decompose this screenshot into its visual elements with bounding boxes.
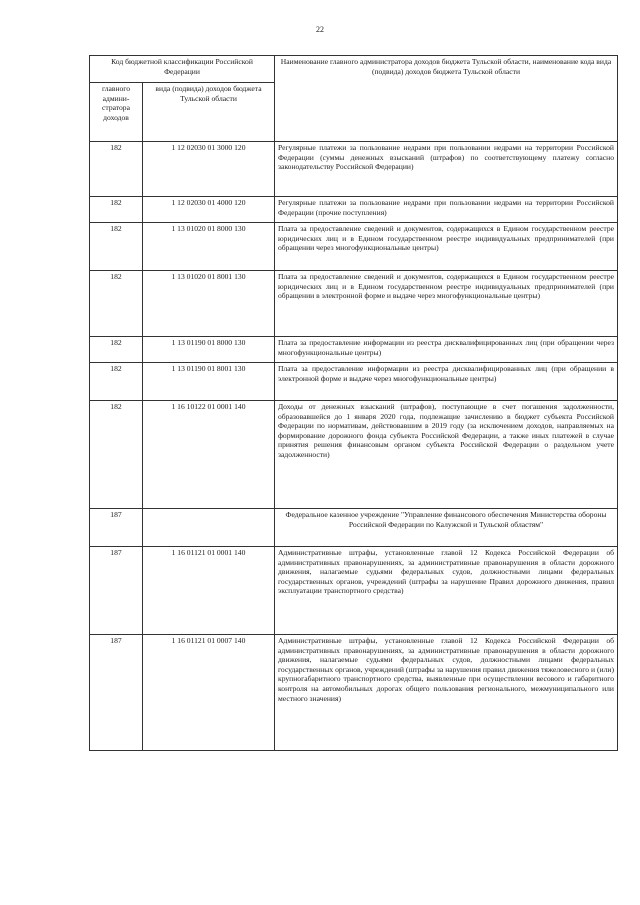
revenue-code-cell: 1 16 10122 01 0001 140 (143, 401, 275, 509)
table-row (90, 223, 618, 271)
header-row-group (90, 56, 618, 83)
revenue-name-cell: Регулярные платежи за пользование недрами при пользовании недрами на территории Российской Федерации (суммы денежных взысканий (штрафов) по соответствующему платежу согласно законодательству Российской Федерации) (275, 142, 618, 197)
revenue-name-cell: Регулярные платежи за пользование недрами при пользовании недрами на территории Российской Федерации (прочие поступления) (275, 197, 618, 223)
admin-code-cell: 187 (90, 547, 143, 635)
admin-code-cell: 182 (90, 401, 143, 509)
administrator-name-cell: Федеральное казенное учреждение "Управление финансового обеспечения Министерства обороны Российской Федерации по Калужской и Тульской областям" (275, 509, 618, 547)
table-row (90, 271, 618, 337)
admin-code-cell: 187 (90, 635, 143, 751)
admin-code-cell: 182 (90, 223, 143, 271)
admin-code-cell: 182 (90, 363, 143, 401)
page-number: 22 (316, 25, 324, 34)
revenue-code-cell: 1 13 01190 01 8000 130 (143, 337, 275, 363)
admin-code-cell: 187 (90, 509, 143, 547)
table-row (90, 401, 618, 509)
admin-code-cell: 182 (90, 271, 143, 337)
header-name-column: Наименование главного администратора доходов бюджета Тульской области, наименование кода вида (подвида) доходов бюджета Тульской области (275, 56, 618, 142)
admin-code-cell: 182 (90, 142, 143, 197)
revenue-code-cell: 1 12 02030 01 3000 120 (143, 142, 275, 197)
table-row (90, 363, 618, 401)
revenue-code-cell: 1 13 01190 01 8001 130 (143, 363, 275, 401)
header-type-column: вида (подвида) доходов бюджета Тульской области (143, 83, 275, 142)
revenue-name-cell: Доходы от денежных взысканий (штрафов), поступающие в счет погашения задолженности, образовавшейся до 1 января 2020 года, подлежащие зачислению в бюджет субъекта Российской Федерации по нормативам, действовавшим в 2019 году (за исключением доходов, направляемых на формирование дорожного фонда субъекта Российской Федерации, а также иных платежей в случае принятия решения финансовым органом субъекта Российской Федерации о раздельном учете задолженности) (275, 401, 618, 509)
table-row (90, 197, 618, 223)
table-row (90, 337, 618, 363)
revenue-name-cell: Плата за предоставление сведений и документов, содержащихся в Едином государственном реестре юридических лиц и в Едином государственном реестре индивидуальных предпринимателей (при обращении через многофункциональные центры) (275, 223, 618, 271)
table-row (90, 635, 618, 751)
revenue-code-cell: 1 13 01020 01 8001 130 (143, 271, 275, 337)
revenue-code-cell: 1 16 01121 01 0001 140 (143, 547, 275, 635)
revenue-code-cell: 1 13 01020 01 8000 130 (143, 223, 275, 271)
revenue-name-cell: Плата за предоставление информации из реестра дисквалифицированных лиц (при обращении через многофункциональные центры) (275, 337, 618, 363)
admin-code-cell: 182 (90, 197, 143, 223)
admin-code-cell: 182 (90, 337, 143, 363)
revenue-code-cell: 1 16 01121 01 0007 140 (143, 635, 275, 751)
revenue-name-cell: Плата за предоставление информации из реестра дисквалифицированных лиц (при обращении в электронной форме и выдаче через многофункциональные центры) (275, 363, 618, 401)
revenue-name-cell: Плата за предоставление сведений и документов, содержащихся в Едином государственном реестре юридических лиц и в Едином государственном реестре индивидуальных предпринимателей (при обращении в электронной форме и выдаче через многофункциональные центры) (275, 271, 618, 337)
revenue-code-cell (143, 509, 275, 547)
table-row (90, 509, 618, 547)
revenue-code-cell: 1 12 02030 01 4000 120 (143, 197, 275, 223)
budget-classification-table (89, 55, 618, 751)
revenue-name-cell: Административные штрафы, установленные главой 12 Кодекса Российской Федерации об административных правонарушениях, за административные правонарушения в области дорожного движения, налагаемые судьями федеральных судов, должностными лицами федеральных государственных органов, учреждений (штрафы за нарушения правил движения тяжеловесного и (или) крупногабаритного транспортного средства, выявленные при осуществлении весового и габаритного контроля на автомобильных дорогах общего пользования регионального, межмуниципального или местного значения) (275, 635, 618, 751)
table-row (90, 142, 618, 197)
header-code-group: Код бюджетной классификации Российской Федерации (90, 56, 275, 83)
revenue-name-cell: Административные штрафы, установленные главой 12 Кодекса Российской Федерации об административных правонарушениях, за административные правонарушения в области дорожного движения, налагаемые судьями федеральных судов, должностными лицами федеральных государственных органов, учреждений (штрафы за нарушение Правил дорожного движения, правил эксплуатации транспортного средства) (275, 547, 618, 635)
header-admin-column: главного админи-стратора доходов (90, 83, 143, 142)
table-row (90, 547, 618, 635)
